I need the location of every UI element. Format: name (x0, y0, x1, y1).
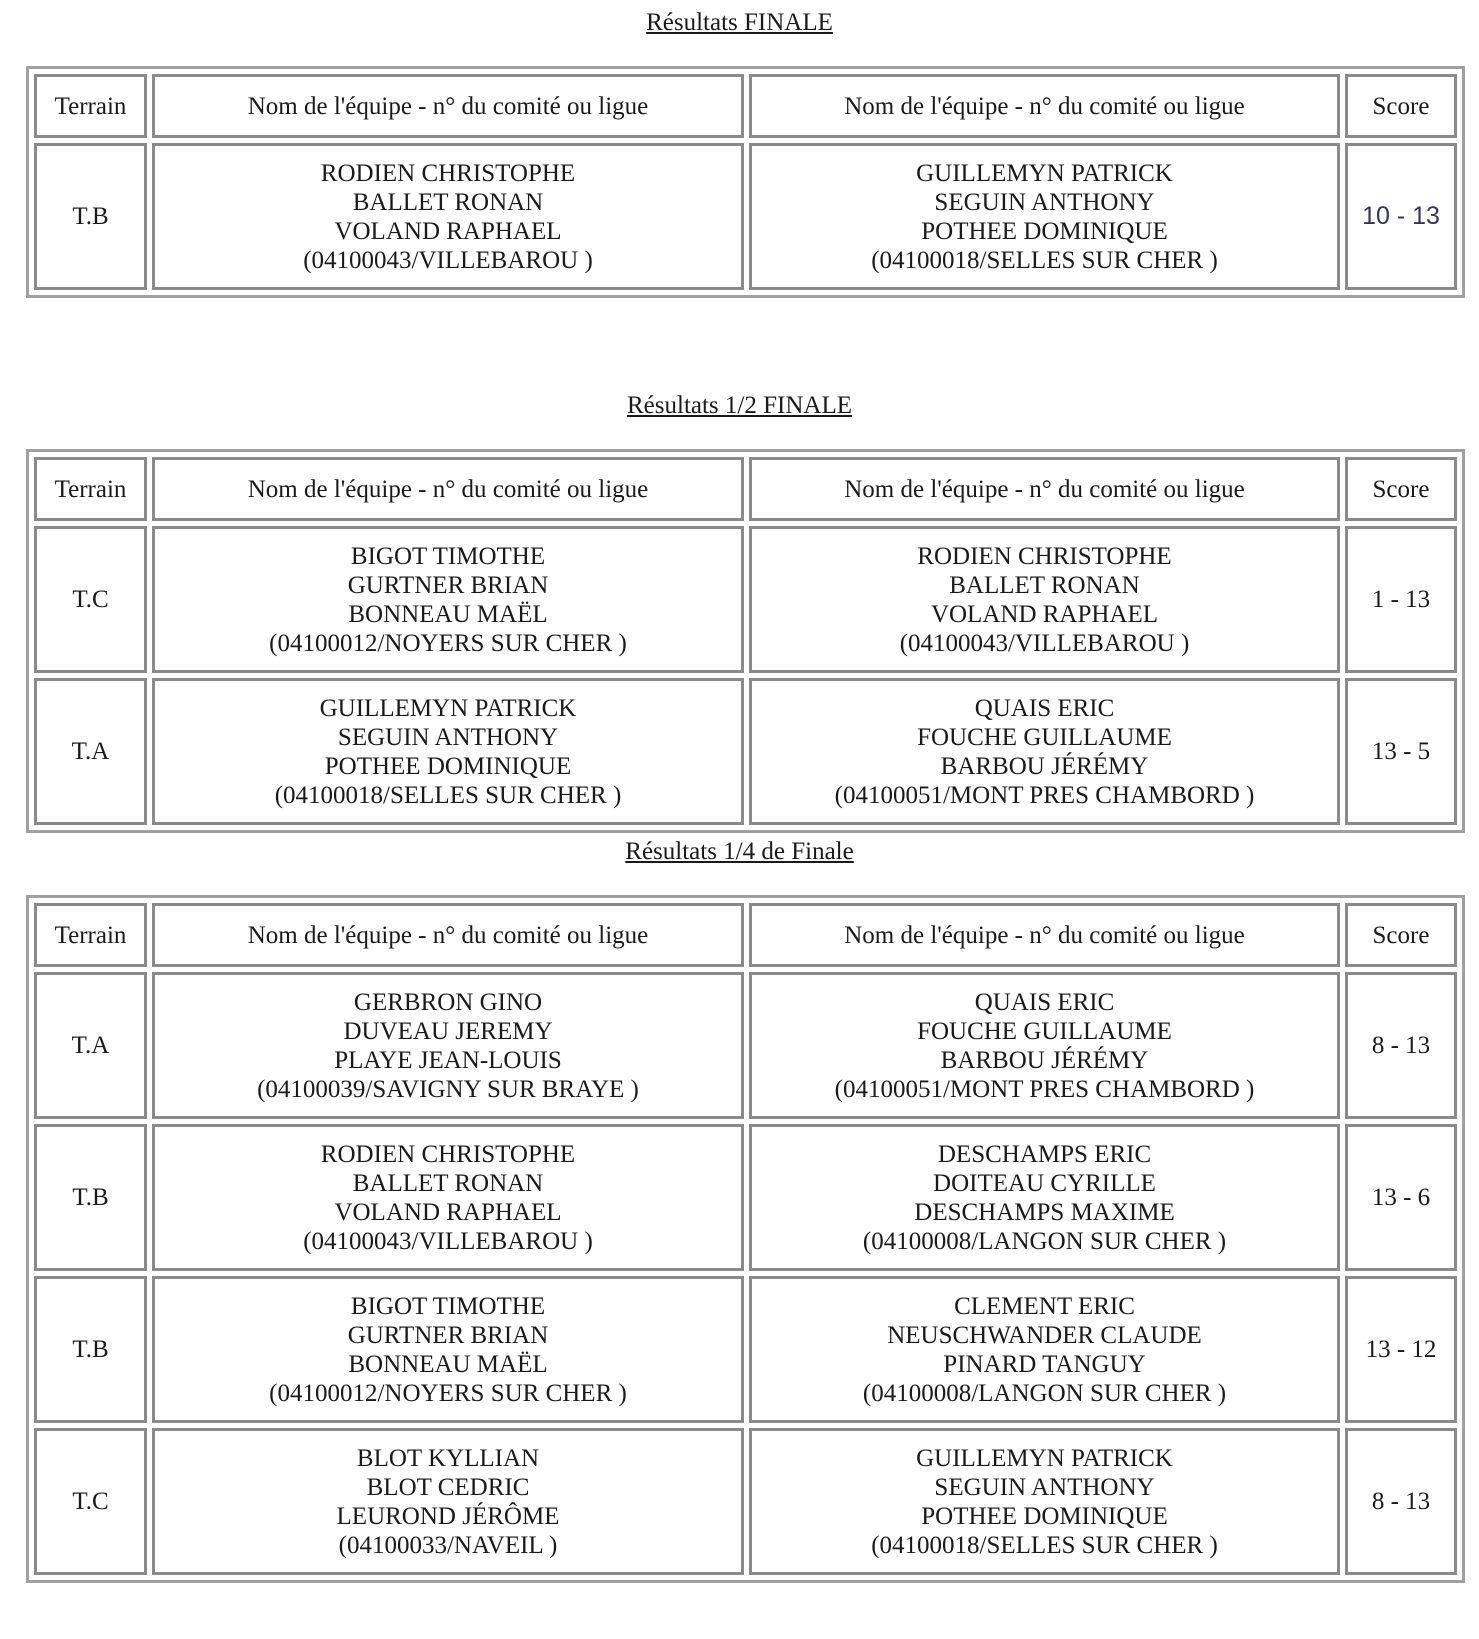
team-2-player: PINARD TANGUY (943, 1350, 1146, 1378)
header-terrain: Terrain (34, 74, 147, 138)
team-2-player: DOITEAU CYRILLE (933, 1169, 1156, 1197)
team-2-player: DESCHAMPS ERIC (937, 1140, 1152, 1168)
results-table-quarter-finale (26, 895, 1465, 1583)
team-1-player: PLAYE JEAN-LOUIS (334, 1046, 562, 1074)
team-1-player: DUVEAU JEREMY (343, 1017, 553, 1045)
team-1-player: GURTNER BRIAN (347, 571, 549, 599)
terrain-cell: T.A (34, 678, 147, 825)
header-score: Score (1345, 903, 1457, 967)
team-2-player: POTHEE DOMINIQUE (921, 1502, 1168, 1530)
team-1-cell (152, 526, 744, 673)
team-1-cell (152, 1428, 744, 1575)
team-1-player: BONNEAU MAËL (348, 1350, 548, 1378)
team-2-player: POTHEE DOMINIQUE (921, 217, 1168, 245)
table-header-row (34, 903, 1457, 967)
terrain-cell: T.C (34, 1428, 147, 1575)
team-1-club: (04100018/SELLES SUR CHER ) (274, 781, 622, 809)
team-1-player: VOLAND RAPHAEL (334, 1198, 562, 1226)
team-2-cell (749, 526, 1340, 673)
team-2-club: (04100008/LANGON SUR CHER ) (862, 1227, 1227, 1255)
score-cell: 8 - 13 (1345, 1428, 1457, 1575)
header-team-2: Nom de l'équipe - n° du comité ou ligue (749, 74, 1340, 138)
team-1-cell (152, 678, 744, 825)
team-2-player: QUAIS ERIC (974, 988, 1115, 1016)
section-title-quarter-finale: Résultats 1/4 de Finale (625, 838, 854, 865)
team-2-player: FOUCHE GUILLAUME (917, 723, 1172, 751)
team-1-club: (04100033/NAVEIL ) (338, 1531, 558, 1559)
team-1-cell (152, 143, 744, 290)
team-2-player: VOLAND RAPHAEL (930, 600, 1159, 628)
team-1-player: RODIEN CHRISTOPHE (320, 159, 576, 187)
match-row (34, 526, 1457, 673)
terrain-cell: T.B (34, 1276, 147, 1423)
section-title-finale: Résultats FINALE (646, 9, 833, 36)
team-2-club: (04100008/LANGON SUR CHER ) (862, 1379, 1227, 1407)
team-2-player: QUAIS ERIC (974, 694, 1115, 722)
team-2-player: NEUSCHWANDER CLAUDE (887, 1321, 1202, 1349)
score-cell: 8 - 13 (1345, 972, 1457, 1119)
score-cell: 13 - 12 (1345, 1276, 1457, 1423)
match-row (34, 143, 1457, 290)
team-1-player: BALLET RONAN (352, 188, 544, 216)
terrain-cell: T.C (34, 526, 147, 673)
team-2-player: DESCHAMPS MAXIME (914, 1198, 1175, 1226)
header-terrain: Terrain (34, 903, 147, 967)
team-2-player: BALLET RONAN (949, 571, 1140, 599)
team-2-player: SEGUIN ANTHONY (934, 188, 1155, 216)
header-score: Score (1345, 74, 1457, 138)
team-1-player: SEGUIN ANTHONY (337, 723, 559, 751)
team-1-player: BLOT CEDRIC (366, 1473, 530, 1501)
team-2-player: BARBOU JÉRÉMY (940, 1046, 1149, 1074)
team-2-club: (04100051/MONT PRES CHAMBORD ) (834, 781, 1255, 809)
header-team-1: Nom de l'équipe - n° du comité ou ligue (152, 74, 744, 138)
team-2-player: CLEMENT ERIC (954, 1292, 1135, 1320)
section-title-semi-finale: Résultats 1/2 FINALE (627, 392, 852, 419)
team-1-player: BIGOT TIMOTHE (350, 1292, 546, 1320)
team-1-player: RODIEN CHRISTOPHE (320, 1140, 576, 1168)
team-2-player: BARBOU JÉRÉMY (940, 752, 1149, 780)
team-2-club: (04100043/VILLEBAROU ) (899, 629, 1190, 657)
team-1-club: (04100012/NOYERS SUR CHER ) (269, 1379, 627, 1407)
table-header-row (34, 74, 1457, 138)
match-row (34, 972, 1457, 1119)
terrain-cell: T.B (34, 143, 147, 290)
header-team-1: Nom de l'équipe - n° du comité ou ligue (152, 457, 744, 521)
team-1-player: VOLAND RAPHAEL (334, 217, 562, 245)
team-1-player: BALLET RONAN (352, 1169, 544, 1197)
team-1-player: GURTNER BRIAN (347, 1321, 549, 1349)
results-table-semi-finale (26, 449, 1465, 833)
header-team-2: Nom de l'équipe - n° du comité ou ligue (749, 903, 1340, 967)
team-2-club: (04100051/MONT PRES CHAMBORD ) (834, 1075, 1255, 1103)
team-1-club: (04100043/VILLEBAROU ) (303, 1227, 593, 1255)
score-cell: 1 - 13 (1345, 526, 1457, 673)
team-1-player: BLOT KYLLIAN (356, 1444, 540, 1472)
team-2-cell (749, 143, 1340, 290)
match-row (34, 678, 1457, 825)
team-1-club: (04100039/SAVIGNY SUR BRAYE ) (257, 1075, 639, 1103)
team-2-cell (749, 972, 1340, 1119)
header-team-2: Nom de l'équipe - n° du comité ou ligue (749, 457, 1340, 521)
team-2-club: (04100018/SELLES SUR CHER ) (871, 1531, 1218, 1559)
team-1-player: LEUROND JÉRÔME (336, 1502, 560, 1530)
header-team-1: Nom de l'équipe - n° du comité ou ligue (152, 903, 744, 967)
match-row (34, 1428, 1457, 1575)
team-1-cell (152, 972, 744, 1119)
score-cell: 13 - 5 (1345, 678, 1457, 825)
team-2-cell (749, 1276, 1340, 1423)
team-2-player: GUILLEMYN PATRICK (916, 1444, 1173, 1472)
header-terrain: Terrain (34, 457, 147, 521)
team-2-player: SEGUIN ANTHONY (934, 1473, 1155, 1501)
match-row (34, 1276, 1457, 1423)
terrain-cell: T.B (34, 1124, 147, 1271)
team-2-cell (749, 1124, 1340, 1271)
team-1-player: BIGOT TIMOTHE (350, 542, 546, 570)
team-1-cell (152, 1124, 744, 1271)
score-cell: 10 - 13 (1345, 143, 1457, 290)
team-2-player: FOUCHE GUILLAUME (917, 1017, 1172, 1045)
team-2-cell (749, 1428, 1340, 1575)
score-cell: 13 - 6 (1345, 1124, 1457, 1271)
team-1-club: (04100043/VILLEBAROU ) (303, 246, 593, 274)
match-row (34, 1124, 1457, 1271)
team-2-club: (04100018/SELLES SUR CHER ) (871, 246, 1218, 274)
header-score: Score (1345, 457, 1457, 521)
team-1-player: POTHEE DOMINIQUE (324, 752, 572, 780)
team-2-cell (749, 678, 1340, 825)
team-1-player: GERBRON GINO (353, 988, 543, 1016)
table-header-row (34, 457, 1457, 521)
team-2-player: GUILLEMYN PATRICK (916, 159, 1173, 187)
team-1-club: (04100012/NOYERS SUR CHER ) (269, 629, 627, 657)
terrain-cell: T.A (34, 972, 147, 1119)
results-table-finale (26, 66, 1465, 298)
team-1-player: GUILLEMYN PATRICK (319, 694, 577, 722)
team-2-player: RODIEN CHRISTOPHE (917, 542, 1172, 570)
team-1-cell (152, 1276, 744, 1423)
team-1-player: BONNEAU MAËL (348, 600, 548, 628)
